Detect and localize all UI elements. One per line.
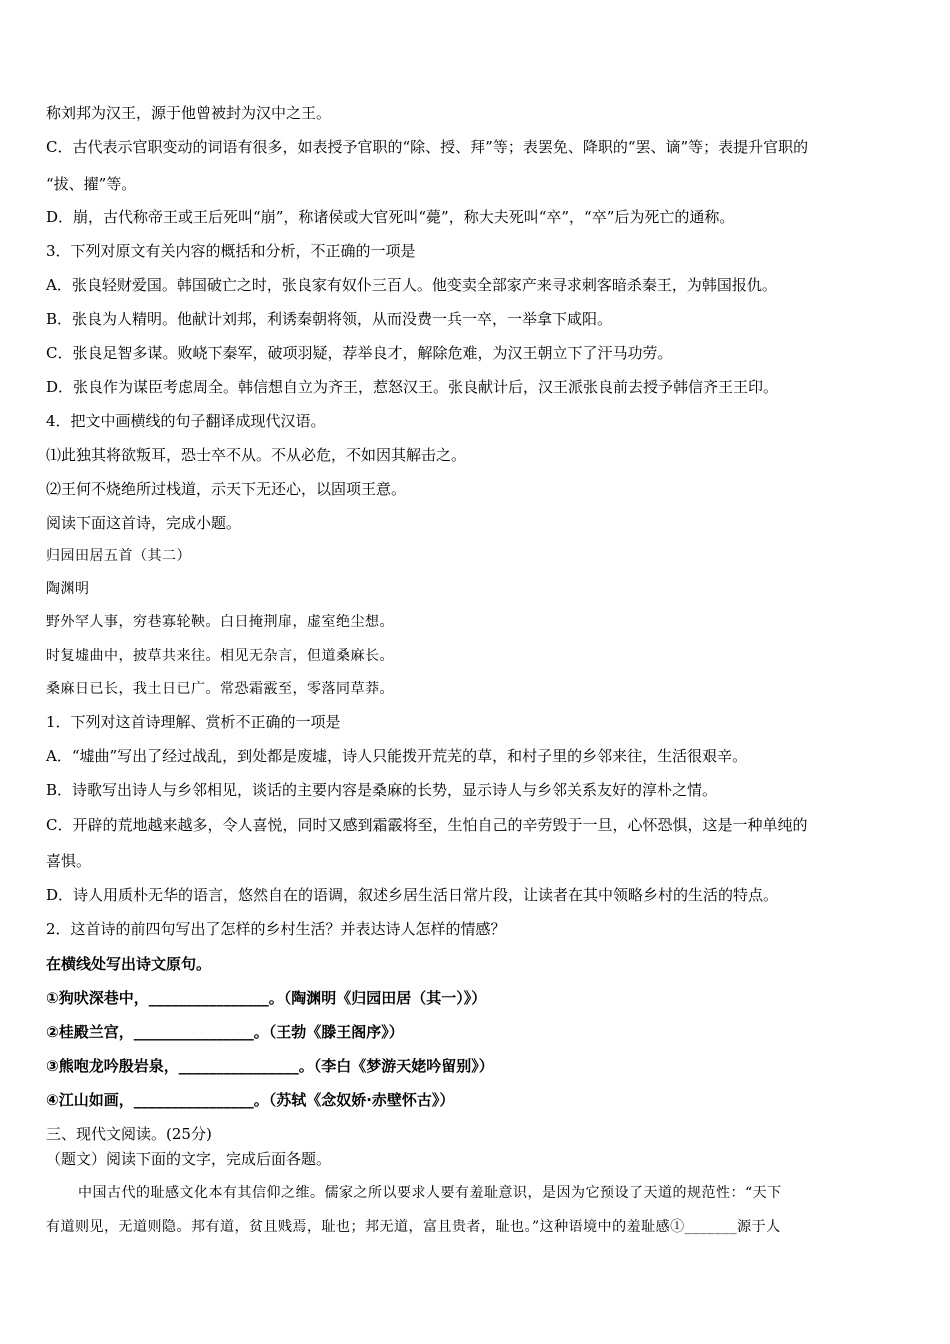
fill-in-heading: 在横线处写出诗文原句。 xyxy=(46,955,212,973)
fill-in-item-4: ④江山如画，________________。（苏轼《念奴娇·赤壁怀古》） xyxy=(46,1091,455,1109)
reading-instruction: （题文）阅读下面的文字，完成后面各题。 xyxy=(46,1150,332,1168)
text-line: C．古代表示官职变动的词语有很多，如表授予官职的“除、授、拜”等；表罢免、降职的“罢、谪”等；表提升官职的 xyxy=(46,138,809,156)
fill-in-item-1: ①狗吠深巷中，________________。（陶渊明《归园田居（其一）》） xyxy=(46,989,487,1007)
option-b: B．张良为人精明。他献计刘邦，利诱秦朝将领，从而没费一兵一卒，一举拿下咸阳。 xyxy=(46,310,613,328)
option-c: C．张良足智多谋。败峣下秦军，破项羽疑，荐举良才，解除危难，为汉王朝立下了汗马功劳。 xyxy=(46,344,673,362)
poem-author: 陶渊明 xyxy=(46,581,90,597)
option-d: D．诗人用质朴无华的语言，悠然自在的语调，叙述乡居生活日常片段，让读者在其中领略乡村的生活的特点。 xyxy=(46,886,779,904)
question-3-stem: 3．下列对原文有关内容的概括和分析，不正确的一项是 xyxy=(46,242,416,260)
passage-line: 中国古代的耻感文化本有其信仰之维。儒家之所以要求人要有羞耻意识，是因为它预设了天道的规范性：“天下 xyxy=(78,1185,782,1201)
poem-line: 野外罕人事，穷巷寡轮鞅。白日掩荆扉，虚室绝尘想。 xyxy=(46,614,394,630)
option-c: C．开辟的荒地越来越多，令人喜悦，同时又感到霜霰将至，生怕自己的辛劳毁于一旦，心怀恐惧，这是一种单纯的 xyxy=(46,816,808,834)
question-4-stem: 4．把文中画横线的句子翻译成现代汉语。 xyxy=(46,412,326,430)
fill-in-item-2: ②桂殿兰宫，________________。（王勃《滕王阁序》） xyxy=(46,1023,404,1041)
poem-line: 时复墟曲中，披草共来往。相见无杂言，但道桑麻长。 xyxy=(46,648,394,664)
option-a: A．“墟曲”写出了经过战乱，到处都是废墟，诗人只能拨开荒芜的草，和村子里的乡邻来往，生活很艰辛。 xyxy=(46,747,748,765)
text-line: 称刘邦为汉王，源于他曾被封为汉中之王。 xyxy=(46,104,332,122)
poem-instruction: 阅读下面这首诗，完成小题。 xyxy=(46,514,242,532)
poem-question-2: 2．这首诗的前四句写出了怎样的乡村生活？并表达诗人怎样的情感？ xyxy=(46,920,506,938)
poem-title: 归园田居五首（其二） xyxy=(46,548,191,564)
option-b: B．诗歌写出诗人与乡邻相见，谈话的主要内容是桑麻的长势，显示诗人与乡邻关系友好的淳朴之情。 xyxy=(46,781,718,799)
section-heading: 三、现代文阅读。(25分) xyxy=(46,1125,212,1143)
poem-question-1: 1．下列对这首诗理解、赏析不正确的一项是 xyxy=(46,713,341,731)
text-line: 喜惧。 xyxy=(46,852,92,870)
sub-question-2: ⑵王何不烧绝所过栈道，示天下无还心，以固项王意。 xyxy=(46,480,407,498)
sub-question-1: ⑴此独其将欲叛耳，恐士卒不从。不从必危，不如因其解击之。 xyxy=(46,446,467,464)
poem-line: 桑麻日已长，我土日已广。常恐霜霰至，零落同草莽。 xyxy=(46,681,394,697)
text-line: D．崩，古代称帝王或王后死叫“崩”，称诸侯或大官死叫“薨”，称大夫死叫“卒”，“卒”后为死亡的通称。 xyxy=(46,208,735,226)
option-a: A．张良轻财爱国。韩国破亡之时，张良家有奴仆三百人。他变卖全部家产来寻求刺客暗杀秦王，为韩国报仇。 xyxy=(46,276,777,294)
option-d: D．张良作为谋臣考虑周全。韩信想自立为齐王，惹怒汉王。张良献计后，汉王派张良前去授予韩信齐王王印。 xyxy=(46,378,779,396)
fill-in-item-3: ③熊咆龙吟殷岩泉，________________。（李白《梦游天姥吟留别》） xyxy=(46,1057,494,1075)
text-line: “拔、擢”等。 xyxy=(46,175,137,193)
passage-line: 有道则见，无道则隐。邦有道，贫且贱焉，耻也；邦无道，富且贵者，耻也。”这种语境中的羞耻感①_______源于人 xyxy=(46,1219,781,1235)
